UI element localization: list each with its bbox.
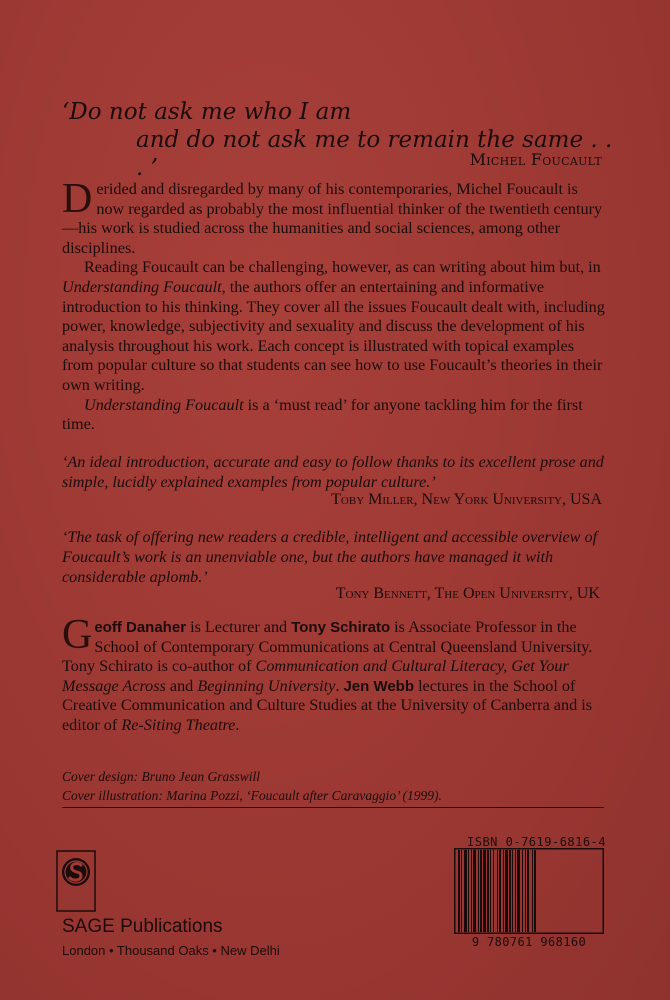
review-attribution-2: Tony Bennett, The Open University, UK xyxy=(335,585,600,602)
book-title: Beginning University xyxy=(197,676,336,695)
epigraph-author: Michel Foucault xyxy=(469,150,602,169)
review-attribution-1: Toby Miller, New York University, USA xyxy=(331,491,602,508)
epigraph-line-1: ‘Do not ask me who I am xyxy=(62,99,352,125)
cover-design-credit: Cover design: Bruno Jean Grasswill xyxy=(62,769,260,784)
divider xyxy=(62,807,604,808)
epigraph-line-2: and do not ask me to remain the same . . . ’ xyxy=(136,127,613,181)
book-title: Understanding Foucault xyxy=(62,277,222,296)
epigraph-quote xyxy=(62,98,622,182)
book-title: Understanding Foucault xyxy=(84,395,244,414)
author-bio: Geoff Danaher is Lecturer and Tony Schirato is Associate Professor in the School of Contemporary Communications at Central Queensland University. Tony Schirato is co-author of Communication and Cultural Literacy, Get Your Message Across and Beginning University. Jen Webb lectures in the School of Creative Communication and Culture Studies at the University of Canberra and is editor of Re-Siting Theatre. xyxy=(62,612,593,734)
book-title: Communication and Cultural Literacy, Get Your Message Across xyxy=(62,657,569,695)
barcode-number: 9 780761 968160 xyxy=(471,935,587,949)
review-quote-1: ‘An ideal introduction, accurate and easy to follow thanks to its excellent prose and simple, lucidly explained examples from popular culture.’ xyxy=(62,453,604,491)
sage-logo-icon xyxy=(56,850,96,912)
drop-cap: D xyxy=(62,176,93,222)
drop-cap: G xyxy=(62,612,93,658)
author-name: Jen Webb xyxy=(343,677,415,695)
book-description xyxy=(62,176,607,435)
cover-illustration-credit: Cover illustration: Marina Pozzi, ‘Foucault after Caravaggio’ (1999). xyxy=(62,788,442,803)
publisher-name: SAGE Publications xyxy=(62,916,223,937)
cover-credits xyxy=(62,767,442,805)
barcode-icon xyxy=(454,848,604,934)
review-quote-2: ‘The task of offering new readers a credible, intelligent and accessible overview of Foucault’s work is an unenviable one, but the authors have managed it with considerable aplomb.’ xyxy=(62,528,598,586)
isbn-label: ISBN 0-7619-6816-4 xyxy=(467,835,607,849)
publisher-cities: London • Thousand Oaks • New Delhi xyxy=(62,943,280,958)
author-name: Tony Schirato xyxy=(291,619,391,636)
description-paragraph-3: Understanding Foucault is a ‘must read’ for anyone tackling him for the first time. xyxy=(62,395,583,434)
author-name: eoff Danaher xyxy=(94,619,187,636)
description-paragraph-1: Derided and disregarded by many of his contemporaries, Michel Foucault is now regarded as probably the most influential thinker of the twentieth century—his work is studied across the humanities and social sciences, among other disciplines. xyxy=(62,176,603,257)
book-title: Re-Siting Theatre xyxy=(121,715,236,734)
description-paragraph-2: Reading Foucault can be challenging, however, as can writing about him but, in Understanding Foucault, the authors offer an entertaining and informative introduction to his thinking. They cover all the issues Foucault dealt with, including power, knowledge, subjectivity and sexuality and discuss the development of his analysis throughout his work. Each concept is illustrated with topical examples from popular culture so that students can see how to use Foucault’s theories in their own writing. xyxy=(62,258,605,394)
